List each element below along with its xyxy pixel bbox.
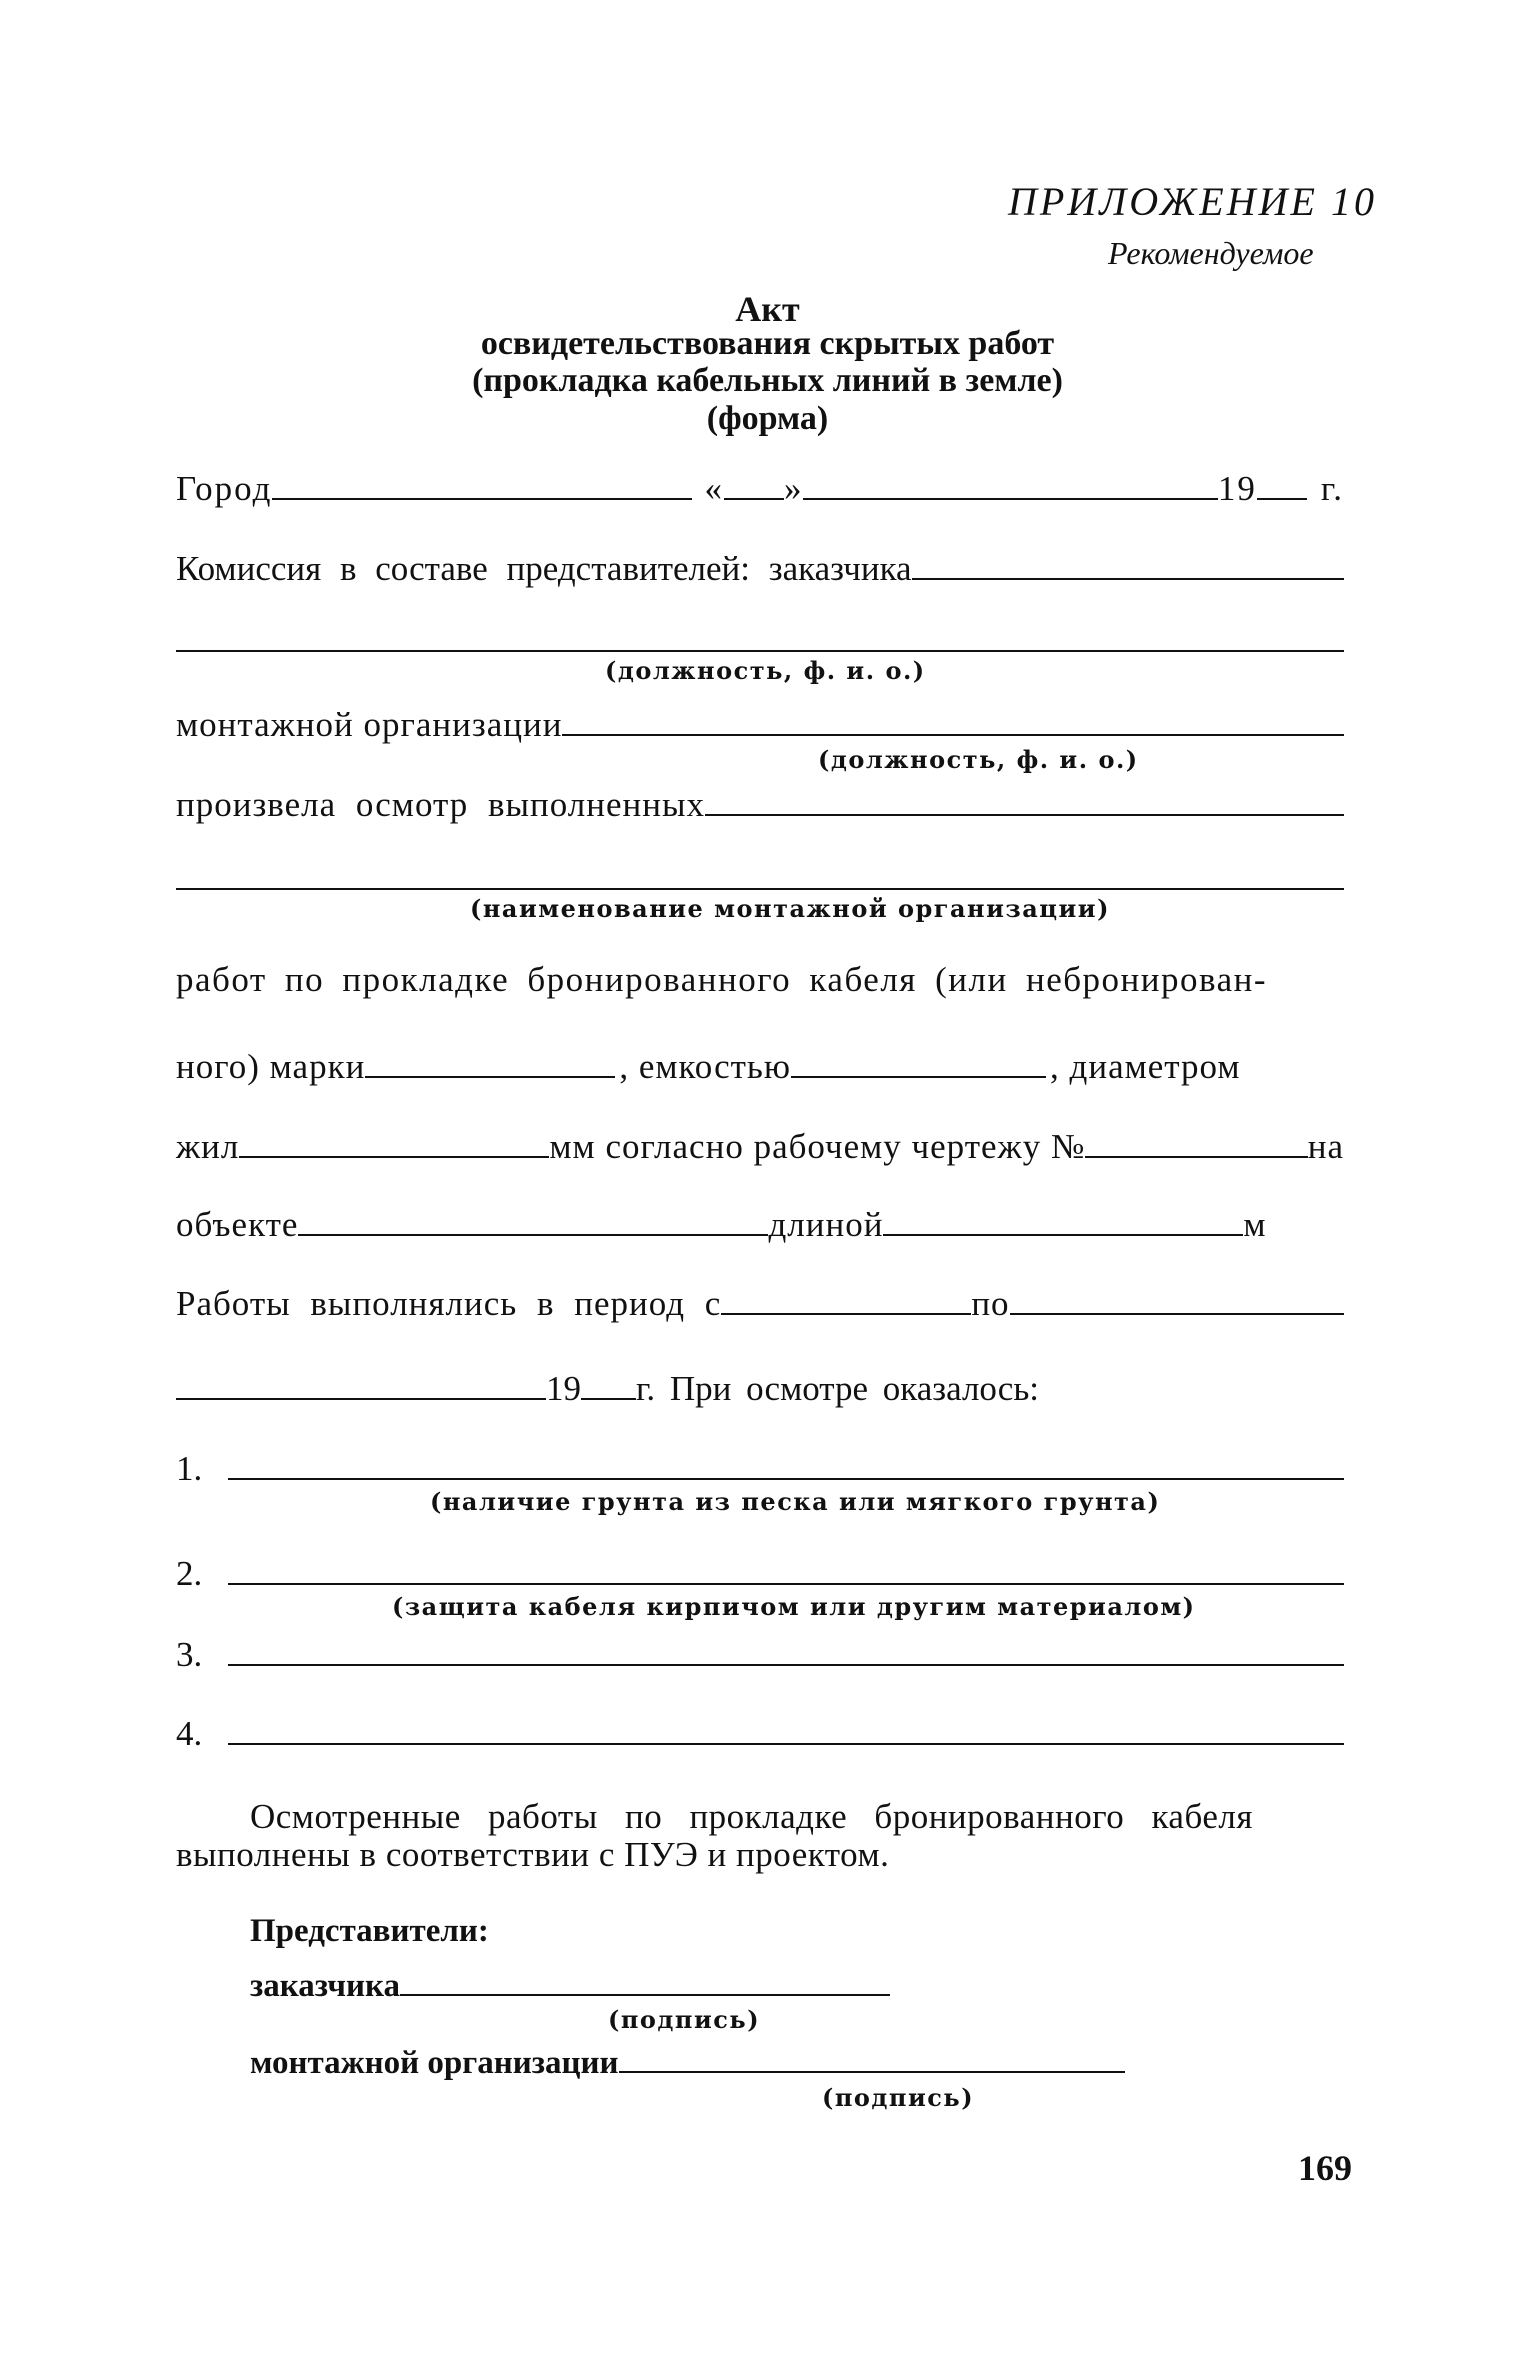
object-field[interactable]: [298, 1234, 768, 1236]
appendix-subtitle: Рекомендуемое: [1108, 235, 1314, 271]
day-field[interactable]: [724, 498, 784, 500]
finding-4-field[interactable]: [228, 1743, 1344, 1745]
inspected-text: произвела осмотр выполненных: [176, 785, 705, 824]
mounting-org-line: [176, 703, 1344, 747]
customer-rep-line-2[interactable]: [176, 650, 1344, 652]
to-label: по: [971, 1284, 1010, 1323]
customer-signature-label: заказчика: [250, 1968, 401, 2004]
caption-org-name: (наименование монтажной организации): [470, 894, 1110, 923]
year-field[interactable]: [1257, 498, 1307, 500]
appendix-title: ПРИЛОЖЕНИЕ 10: [1008, 179, 1377, 224]
mounting-org-label: монтажной организации: [176, 705, 563, 744]
finding-number: 1.: [176, 1449, 203, 1488]
finding-1-caption: (наличие грунта из песка или мягкого грунта): [430, 1487, 1161, 1516]
conclusion-line-1: Осмотренные работы по прокладке бронированного кабеля: [250, 1797, 1253, 1836]
act-scope: (прокладка кабельных линий в земле): [472, 362, 1063, 399]
city-label: Город: [176, 469, 273, 508]
finding-1-field[interactable]: [228, 1478, 1344, 1480]
finding-number: 4.: [176, 1714, 203, 1753]
org-signature-label: монтажной организации: [250, 2045, 619, 2081]
diameter-label: , диаметром: [1050, 1047, 1241, 1086]
customer-signature-row: [250, 1968, 890, 2005]
m-label: м: [1243, 1205, 1267, 1244]
object-label: объекте: [176, 1205, 299, 1244]
brand-line: [176, 1045, 1344, 1089]
drawing-number-field[interactable]: [1085, 1156, 1307, 1158]
quote-close: »: [783, 469, 804, 508]
caption-position: (должность, ф. и. о.): [605, 656, 926, 685]
on-label: на: [1307, 1127, 1344, 1166]
period-label: Работы выполнялись в период с: [176, 1284, 722, 1323]
year-prefix-2: 19: [546, 1369, 581, 1408]
mounting-org-rep-field[interactable]: [562, 734, 1344, 736]
finding-number: 2.: [176, 1554, 203, 1593]
city-field[interactable]: [272, 498, 692, 500]
commission-line: [176, 547, 1344, 591]
customer-signature-caption: (подпись): [608, 2005, 761, 2034]
works-line: [176, 958, 1344, 1002]
cores-line: [176, 1125, 1344, 1169]
finding-1: [176, 1447, 1344, 1491]
cores-label: жил: [176, 1127, 240, 1166]
finding-2-field[interactable]: [228, 1583, 1344, 1585]
year-result-line: [176, 1367, 1344, 1411]
cores-field[interactable]: [239, 1156, 549, 1158]
brand-label: ного) марки: [176, 1047, 366, 1086]
works-text: работ по прокладке бронированного кабеля (или небронирован-: [176, 960, 1267, 999]
act-form-label: (форма): [706, 400, 829, 437]
page-number: 169: [1298, 2148, 1352, 2188]
capacity-label: , емкостью: [619, 1047, 792, 1086]
org-signature-field[interactable]: [619, 2071, 1125, 2073]
period-from-field[interactable]: [721, 1313, 971, 1315]
length-label: длиной: [768, 1205, 884, 1244]
finding-4: [176, 1712, 1344, 1756]
capacity-field[interactable]: [791, 1076, 1046, 1078]
customer-signature-field[interactable]: [400, 1994, 890, 1996]
caption-position-2: (должность, ф. и. о.): [818, 745, 1139, 774]
org-signature-row: [250, 2045, 1125, 2082]
object-line: [176, 1203, 1344, 1247]
brand-field[interactable]: [365, 1076, 615, 1078]
org-name-line[interactable]: [176, 888, 1344, 890]
finding-2: [176, 1552, 1344, 1596]
mm-drawing-label: мм согласно рабочему чертежу №: [549, 1127, 1086, 1166]
inspected-field[interactable]: [705, 814, 1344, 816]
finding-3: [176, 1633, 1344, 1677]
commission-text: Комиссия в составе представителей: заказчика: [176, 549, 912, 588]
month-field[interactable]: [803, 498, 1217, 500]
org-signature-caption: (подпись): [822, 2083, 975, 2112]
period-line: [176, 1282, 1344, 1326]
finding-3-field[interactable]: [228, 1664, 1344, 1666]
inspection-result: г. При осмотре оказалось:: [636, 1369, 1039, 1408]
act-title: Акт: [735, 289, 800, 329]
inspected-line: [176, 783, 1344, 827]
finding-number: 3.: [176, 1635, 203, 1674]
customer-rep-field[interactable]: [912, 578, 1344, 580]
year-prefix: 19: [1217, 469, 1257, 508]
length-field[interactable]: [883, 1234, 1243, 1236]
period-end-field[interactable]: [176, 1398, 546, 1400]
finding-2-caption: (защита кабеля кирпичом или другим материалом): [392, 1592, 1196, 1621]
year-suffix: г.: [1320, 469, 1344, 508]
period-to-field[interactable]: [1010, 1313, 1344, 1315]
city-date-line: [176, 467, 1344, 511]
representatives-header: Представители:: [250, 1913, 489, 1949]
year-field-2[interactable]: [581, 1398, 636, 1400]
act-subtitle: освидетельствования скрытых работ: [480, 325, 1055, 362]
conclusion-line-2: выполнены в соответствии с ПУЭ и проектом.: [176, 1835, 890, 1874]
quote-open: «: [704, 469, 724, 508]
